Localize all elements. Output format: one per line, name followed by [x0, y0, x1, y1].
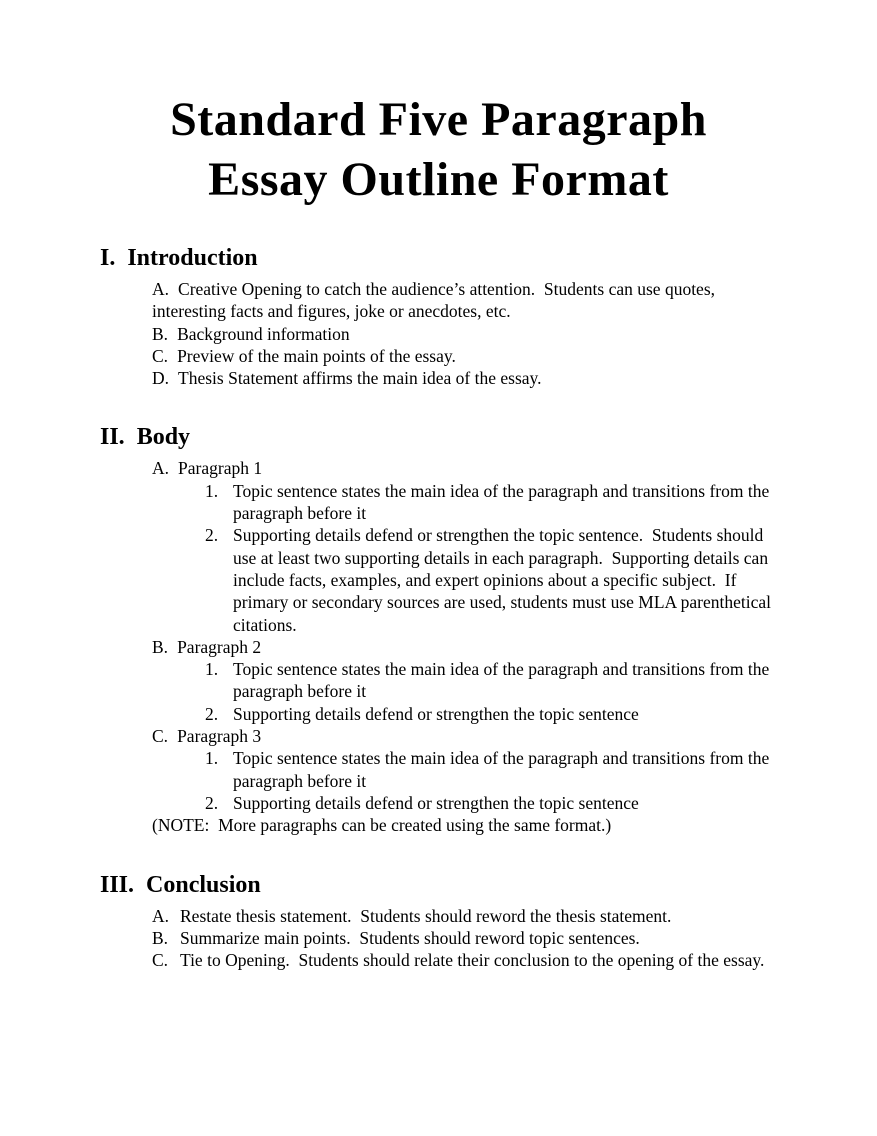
section-number: I.: [100, 245, 116, 271]
subitem-label: 1.: [205, 659, 219, 680]
note-text: (NOTE: More paragraphs can be created using the same format.): [152, 815, 612, 836]
subitem-label: 2.: [205, 703, 219, 724]
outline-item: [152, 345, 777, 367]
item-text: Restate thesis statement. Students should reword the thesis statement.: [180, 905, 672, 926]
outline-subitem: [205, 792, 777, 814]
section-heading-body: [100, 423, 777, 452]
outline-item: [152, 367, 777, 389]
outline-item: [152, 323, 777, 345]
outline-subitems: [152, 747, 777, 814]
outline-subitems: [152, 658, 777, 725]
section-heading-introduction: [100, 244, 777, 273]
section-heading-conclusion: [100, 871, 777, 900]
item-label: B.: [152, 323, 169, 344]
item-label: A.: [152, 905, 170, 926]
section-number: III.: [100, 871, 135, 898]
outline-subitem: [205, 703, 777, 725]
document-title: [100, 90, 777, 210]
section-items: [100, 457, 777, 836]
section-items: [100, 905, 777, 972]
section-title: Body: [136, 424, 191, 451]
subitem-label: 1.: [205, 748, 219, 769]
section-number: II.: [100, 424, 125, 451]
outline-item: [152, 949, 777, 971]
item-text: Tie to Opening. Students should relate their conclusion to the opening of the essay.: [180, 950, 765, 971]
subitem-label: 2.: [205, 792, 219, 813]
outline-item: [152, 636, 777, 658]
section-items: [100, 278, 777, 389]
section-body: [100, 423, 777, 836]
title-line-2: Essay Outline Format: [208, 153, 669, 206]
subitem-text: Topic sentence states the main idea of the paragraph and transitions from the paragraph before it: [233, 480, 774, 524]
subitem-text: Supporting details defend or strengthen the topic sentence. Students should use at least two supporting details in each paragraph. Supporting details can include facts, examples, and expert opinions about a specific subject. If primary or secondary sources are used, students must use MLA parenthetical citations.: [233, 525, 776, 635]
outline-item: [152, 457, 777, 479]
section-title: Conclusion: [146, 871, 261, 898]
outline-subitem: [205, 658, 777, 703]
item-text: Thesis Statement affirms the main idea of the essay.: [178, 368, 542, 389]
note-line: [152, 814, 777, 836]
subitem-text: Supporting details defend or strengthen the topic sentence: [233, 792, 639, 813]
item-label: A.: [152, 279, 170, 299]
title-line-1: Standard Five Paragraph: [170, 93, 707, 146]
subitem-label: 1.: [205, 480, 219, 501]
subitem-label: 2.: [205, 525, 219, 546]
item-label: D.: [152, 368, 170, 389]
outline-item: [152, 905, 777, 927]
section-title: Introduction: [127, 245, 258, 271]
subitem-text: Topic sentence states the main idea of the paragraph and transitions from the paragraph before it: [233, 659, 774, 702]
item-text: Paragraph 2: [177, 636, 262, 657]
outline-item: [152, 927, 777, 949]
outline-subitem: [205, 480, 777, 525]
item-text: Paragraph 1: [178, 458, 263, 479]
outline-subitems: [152, 480, 777, 636]
item-label: B.: [152, 636, 169, 657]
item-label: C.: [152, 950, 169, 971]
outline-subitem: [205, 524, 777, 635]
subitem-text: Topic sentence states the main idea of the paragraph and transitions from the paragraph before it: [233, 748, 774, 791]
outline-item: [152, 278, 777, 323]
item-text: Summarize main points. Students should reword topic sentences.: [180, 927, 640, 948]
item-text: Creative Opening to catch the audience’s attention. Students can use quotes, interesting facts and figures, joke or anecdotes, etc.: [152, 279, 720, 322]
item-text: Preview of the main points of the essay.: [177, 345, 456, 366]
item-label: C.: [152, 726, 169, 747]
item-text: Background information: [177, 323, 350, 344]
section-conclusion: [100, 871, 777, 972]
item-text: Paragraph 3: [177, 726, 262, 747]
outline-item: [152, 725, 777, 747]
item-label: C.: [152, 345, 169, 366]
item-label: B.: [152, 927, 169, 948]
section-introduction: [100, 244, 777, 389]
outline-subitem: [205, 747, 777, 792]
item-label: A.: [152, 458, 170, 479]
subitem-text: Supporting details defend or strengthen the topic sentence: [233, 703, 639, 724]
